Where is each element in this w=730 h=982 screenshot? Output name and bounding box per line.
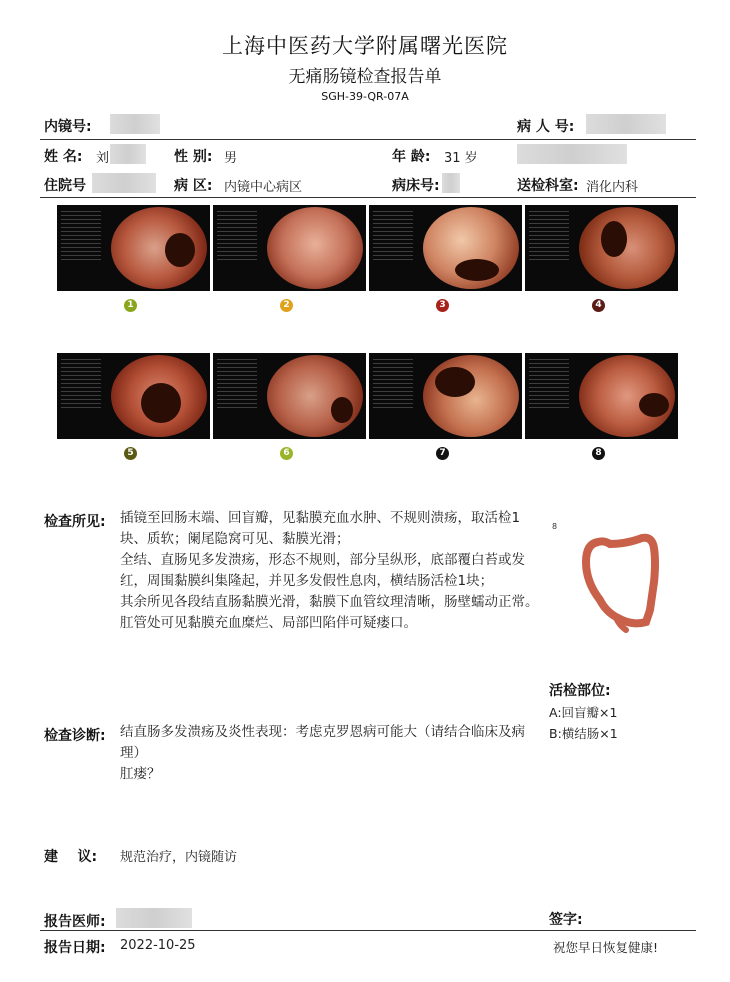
diagnosis-paragraph: 结直肠多发溃疡及炎性表现：考虑克罗恩病可能大（请结合临床及病理） bbox=[120, 724, 525, 761]
divider bbox=[40, 930, 696, 931]
endoscopy-image-3 bbox=[369, 205, 522, 291]
divider bbox=[40, 139, 696, 140]
doctor-label: 报告医师: bbox=[44, 914, 106, 930]
image-number-2: 2 bbox=[280, 299, 293, 312]
image-number-1: 1 bbox=[124, 299, 137, 312]
endoscopy-image-4 bbox=[525, 205, 678, 291]
inpatient-no-redacted bbox=[92, 173, 156, 193]
biopsy-site-b: B:横结肠×1 bbox=[549, 726, 618, 741]
report-title: 无痛肠镜检查报告单 bbox=[288, 67, 442, 87]
findings-label: 检查所见: bbox=[44, 514, 106, 530]
biopsy-site-a: A:回盲瓣×1 bbox=[549, 705, 618, 720]
report-date-label: 报告日期: bbox=[44, 940, 106, 956]
divider bbox=[40, 197, 696, 198]
name-redacted bbox=[110, 144, 146, 164]
endoscopy-image-7 bbox=[369, 353, 522, 439]
report-date-value: 2022-10-25 bbox=[120, 938, 196, 953]
bed-no-label: 病床号: bbox=[392, 178, 440, 194]
name-value: 刘 bbox=[96, 151, 110, 166]
inpatient-no-label: 住院号 bbox=[44, 178, 86, 194]
image-number-5: 5 bbox=[124, 447, 137, 460]
advice-value: 规范治疗，内镜随访 bbox=[120, 850, 238, 865]
sex-value: 男 bbox=[224, 151, 238, 166]
image-number-3: 3 bbox=[436, 299, 449, 312]
endoscope-no-redacted bbox=[110, 114, 160, 134]
dept-label: 送检科室: bbox=[517, 178, 579, 194]
biopsy-title: 活检部位: bbox=[549, 683, 611, 699]
diagnosis-text bbox=[120, 722, 540, 785]
patient-no-label: 病 人 号: bbox=[517, 119, 575, 135]
findings-paragraph: 其余所见各段结直肠黏膜光滑，黏膜下血管纹理清晰，肠壁蠕动正常。 bbox=[120, 594, 539, 610]
image-number-8: 8 bbox=[592, 447, 605, 460]
findings-paragraph: 肛管处可见黏膜充血糜烂、局部凹陷伴可疑瘘口。 bbox=[120, 615, 417, 631]
wish-text: 祝您早日恢复健康! bbox=[553, 940, 659, 955]
ward-value: 内镜中心病区 bbox=[224, 180, 303, 195]
phone-redacted bbox=[517, 144, 627, 164]
findings-paragraph: 全结、直肠见多发溃疡，形态不规则，部分呈纵形，底部覆白苔或发红，周围黏膜纠集隆起，并见多发假性息肉，横结肠活检1块； bbox=[120, 552, 525, 589]
ward-label: 病 区: bbox=[174, 178, 213, 194]
form-code: SGH-39-QR-07A bbox=[321, 90, 409, 103]
image-number-7: 7 bbox=[436, 447, 449, 460]
endoscopy-image-6 bbox=[213, 353, 366, 439]
colon-diagram bbox=[576, 522, 666, 634]
image-number-4: 4 bbox=[592, 299, 605, 312]
doctor-name-redacted bbox=[116, 908, 192, 928]
image-number-6: 6 bbox=[280, 447, 293, 460]
endoscopy-image-5 bbox=[57, 353, 210, 439]
endoscopy-image-1 bbox=[57, 205, 210, 291]
bed-no-redacted bbox=[442, 173, 460, 193]
dept-value: 消化内科 bbox=[586, 180, 639, 195]
age-value: 31 岁 bbox=[444, 151, 478, 166]
sex-label: 性 别: bbox=[174, 149, 213, 165]
findings-paragraph: 插镜至回肠末端、回盲瓣，见黏膜充血水肿、不规则溃疡，取活检1块、质软；阑尾隐窝可见、黏膜光滑； bbox=[120, 510, 521, 547]
findings-text bbox=[120, 508, 540, 634]
signature-label: 签字: bbox=[549, 912, 583, 928]
endoscope-no-label: 内镜号: bbox=[44, 119, 92, 135]
hospital-name: 上海中医药大学附属曙光医院 bbox=[222, 34, 508, 58]
age-label: 年 龄: bbox=[392, 149, 431, 165]
endoscopy-image-2 bbox=[213, 205, 366, 291]
name-label: 姓 名: bbox=[44, 149, 83, 165]
advice-label: 建 议: bbox=[44, 849, 98, 865]
endoscopy-image-8 bbox=[525, 353, 678, 439]
diagnosis-label: 检查诊断: bbox=[44, 728, 106, 744]
patient-no-redacted bbox=[586, 114, 666, 134]
diagram-marker: 8 bbox=[552, 522, 558, 531]
diagnosis-paragraph: 肛瘘？ bbox=[120, 766, 161, 782]
